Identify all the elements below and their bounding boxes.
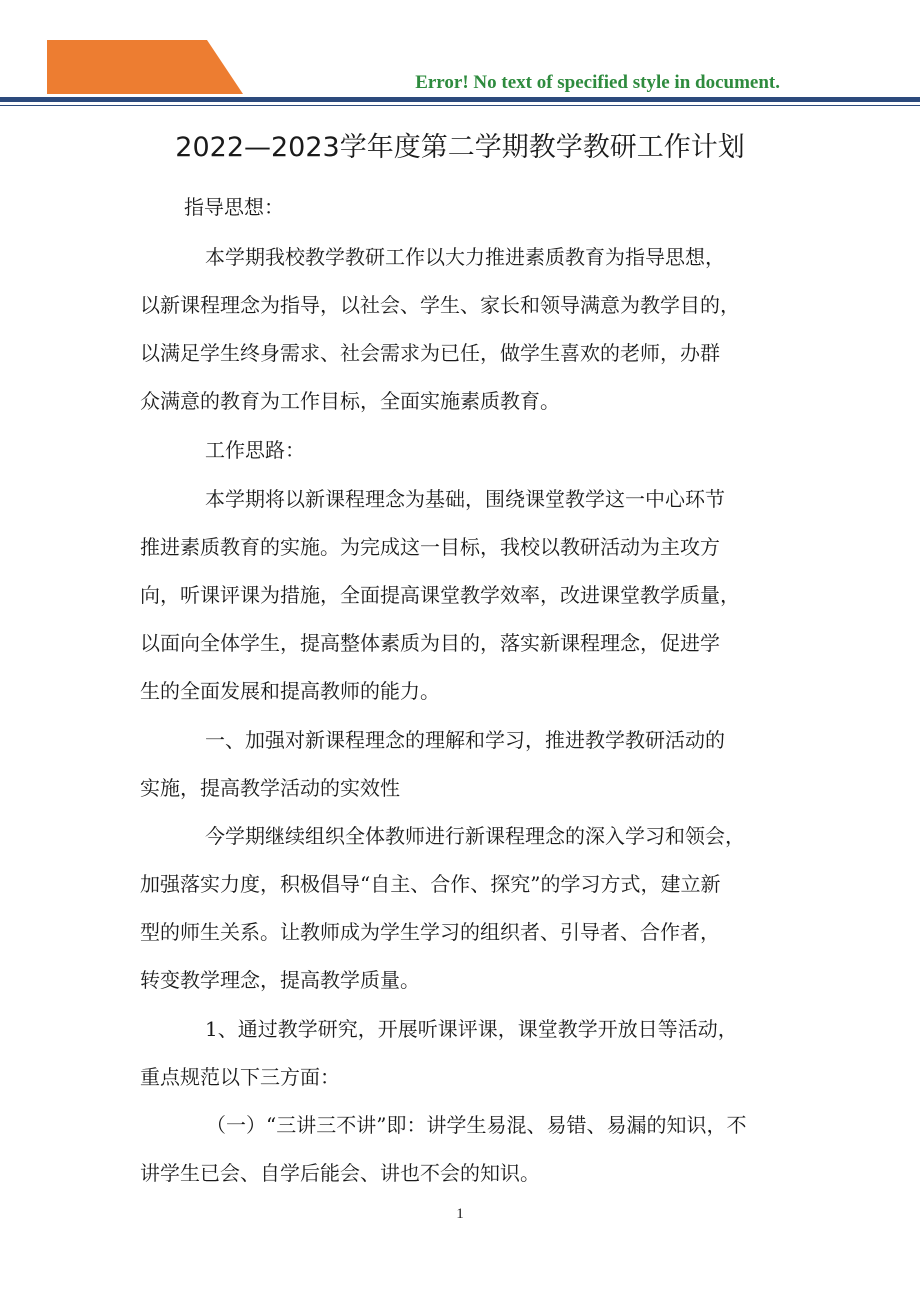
- paragraph-line: 转变教学理念，提高教学质量。: [140, 968, 420, 992]
- paragraph-line: 加强落实力度，积极倡导“自主、合作、探究”的学习方式，建立新: [140, 872, 721, 896]
- paragraph-line: 今学期继续组织全体教师进行新课程理念的深入学习和领会，: [205, 824, 745, 848]
- paragraph-line: 推进素质教育的实施。为完成这一目标，我校以教研活动为主攻方: [140, 535, 720, 559]
- paragraph-line: 生的全面发展和提高教师的能力。: [140, 679, 440, 703]
- paragraph-line: 以面向全体学生，提高整体素质为目的，落实新课程理念，促进学: [140, 631, 720, 655]
- paragraph-line: 型的师生关系。让教师成为学生学习的组织者、引导者、合作者，: [140, 920, 720, 944]
- paragraph-line: 向，听课评课为措施，全面提高课堂教学效率，改进课堂教学质量，: [140, 583, 740, 607]
- section-heading-guiding-idea: 指导思想：: [184, 195, 284, 219]
- paragraph-line: 本学期将以新课程理念为基础，围绕课堂教学这一中心环节: [205, 487, 725, 511]
- section-heading-work-approach: 工作思路：: [205, 438, 305, 462]
- document-title: 2022—2023学年度第二学期教学教研工作计划: [175, 132, 745, 163]
- sub-item-one: （一）“三讲三不讲”即：讲学生易混、易错、易漏的知识，不: [206, 1113, 747, 1137]
- section-heading-one-cont: 实施，提高教学活动的实效性: [140, 776, 400, 800]
- paragraph-line: 众满意的教育为工作目标，全面实施素质教育。: [140, 389, 560, 413]
- running-header-text: Error! No text of specified style in document.: [415, 72, 780, 93]
- paragraph-line: 本学期我校教学教研工作以大力推进素质教育为指导思想，: [205, 245, 725, 269]
- paragraph-line: 以满足学生终身需求、社会需求为已任，做学生喜欢的老师，办群: [140, 341, 720, 365]
- sub-item-one-cont: 讲学生已会、自学后能会、讲也不会的知识。: [140, 1161, 540, 1185]
- page-number: 1: [456, 1206, 464, 1222]
- header-rule-thin: [0, 105, 920, 106]
- header-rule-thick: [0, 97, 920, 102]
- header-accent-tab: [47, 40, 243, 94]
- list-item-1-cont: 重点规范以下三方面：: [140, 1065, 340, 1089]
- paragraph-line: 以新课程理念为指导，以社会、学生、家长和领导满意为教学目的，: [140, 293, 740, 317]
- section-heading-one: 一、加强对新课程理念的理解和学习，推进教学教研活动的: [205, 728, 725, 752]
- list-item-1: 1、通过教学研究，开展听课评课，课堂教学开放日等活动，: [205, 1017, 738, 1041]
